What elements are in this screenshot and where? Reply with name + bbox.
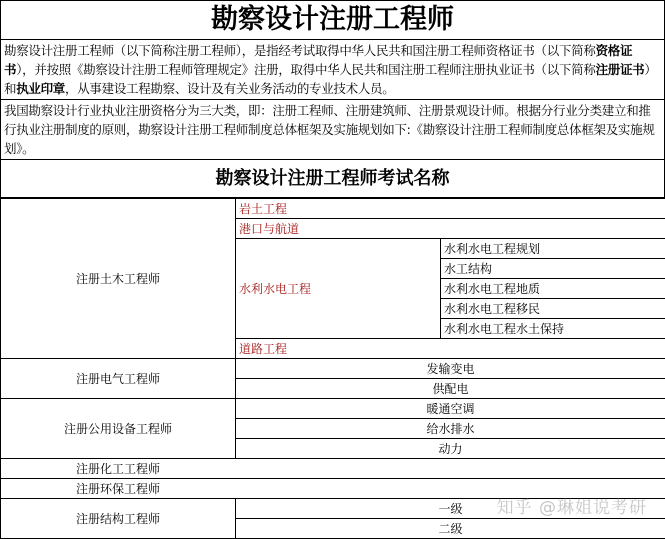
sub-cell: 港口与航道 (236, 219, 665, 239)
text: ），并按照《勘察设计注册工程师管理规定》注册，取得中华人民共和国注册工程师注册执业证书（以下简称 (16, 62, 595, 77)
sub-sub-cell: 水利水电工程规划 (441, 239, 665, 259)
category-cell: 注册公用设备工程师 (1, 399, 236, 459)
sub-cell: 暖通空调 (236, 399, 665, 419)
exam-table (0, 198, 665, 539)
category-cell: 注册土木工程师 (1, 199, 236, 359)
bold-term: 注册证书 (596, 62, 645, 77)
sub-cell: 道路工程 (236, 339, 665, 359)
classification-paragraph: 我国勘察设计行业执业注册资格分为三大类，即：注册工程师、注册建筑师、注册景观设计师。根据分行业分类建立和推行执业注册制度的原则，勘察设计注册工程师制度总体框架及实施规划如下:《勘察设计注册工程师制度总体框架及实施规划》。 (0, 100, 665, 160)
sub-cell: 一级 (236, 499, 665, 519)
sub-sub-cell: 水利水电工程水土保持 (441, 319, 665, 339)
category-cell: 注册结构工程师 (1, 499, 236, 539)
sub-cell: 水利水电工程 (236, 239, 441, 339)
table-title: 勘察设计注册工程师考试名称 (0, 160, 665, 198)
table-row (1, 399, 665, 419)
category-cell: 注册化工工程师 (1, 459, 665, 479)
sub-cell: 岩土工程 (236, 199, 665, 219)
sub-cell: 发输变电 (236, 359, 665, 379)
sub-sub-cell: 水利水电工程地质 (441, 279, 665, 299)
table-row (1, 459, 665, 479)
sub-cell: 动力 (236, 439, 665, 459)
text: ）和 (4, 62, 657, 96)
category-cell: 注册环保工程师 (1, 479, 665, 499)
sub-sub-cell: 水工结构 (441, 259, 665, 279)
table-row (1, 359, 665, 379)
bold-term: 执业印章 (16, 81, 65, 96)
category-cell: 注册电气工程师 (1, 359, 236, 399)
text: 勘察设计注册工程师（以下简称注册工程师），是指经考试取得中华人民共和国注册工程师资格证书（以下简称 (4, 43, 596, 58)
sub-cell: 二级 (236, 519, 665, 539)
watermark: 知乎 @琳姐说考研 (497, 493, 647, 518)
text: ，从事建设工程勘察、设计及有关业务活动的专业技术人员。 (65, 81, 394, 96)
page-title: 勘察设计注册工程师 (0, 0, 665, 40)
sub-cell: 给水排水 (236, 419, 665, 439)
intro-paragraph (0, 40, 665, 100)
bold-term: 资格证书 (4, 43, 632, 77)
sub-sub-cell: 水利水电工程移民 (441, 299, 665, 319)
sub-cell: 供配电 (236, 379, 665, 399)
table-row (1, 199, 665, 219)
